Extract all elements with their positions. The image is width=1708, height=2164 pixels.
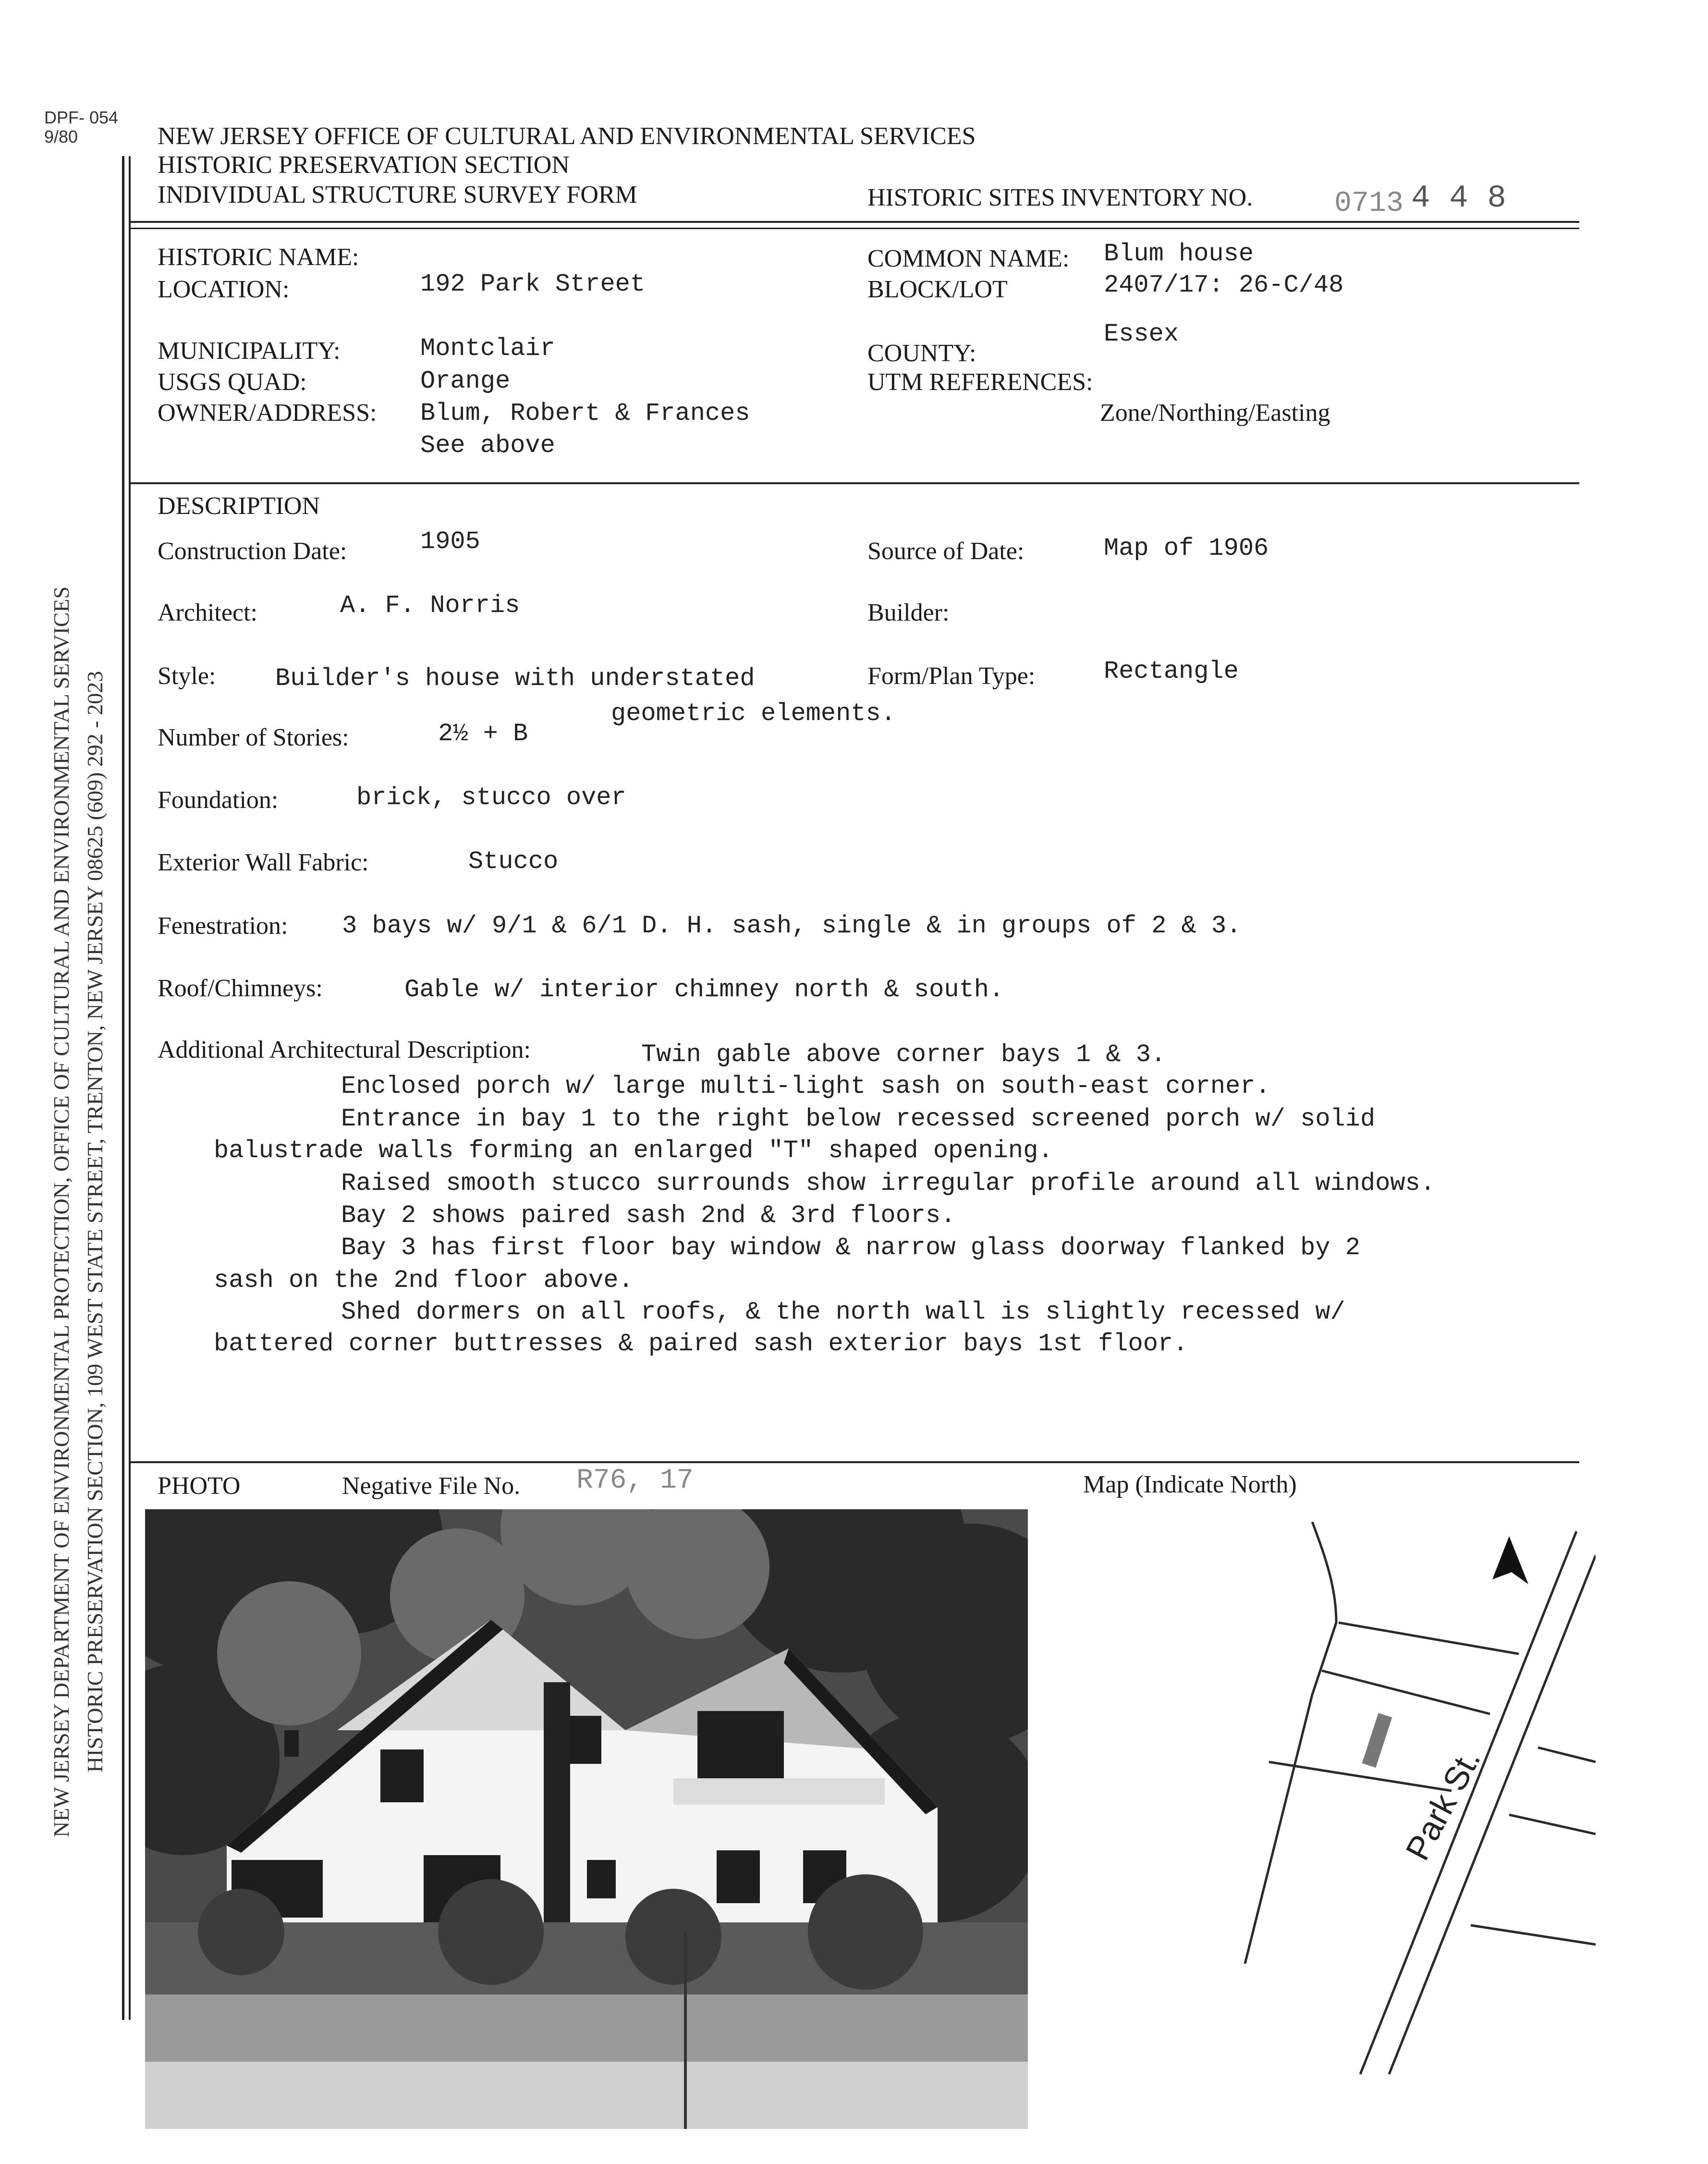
form-title: INDIVIDUAL STRUCTURE SURVEY FORM bbox=[158, 181, 637, 208]
form-plan-label: Form/Plan Type: bbox=[867, 662, 1036, 690]
architect-value: A. F. Norris bbox=[340, 591, 520, 620]
location-label: LOCATION: bbox=[158, 276, 290, 303]
additional-line: balustrade walls forming an enlarged "T" shaped opening. bbox=[214, 1137, 1053, 1165]
left-rule-inner bbox=[129, 156, 131, 2020]
form-code: DPF- 054 bbox=[44, 108, 119, 127]
form-plan-value: Rectangle bbox=[1104, 657, 1239, 685]
map-label: Map (Indicate North) bbox=[1083, 1471, 1297, 1498]
owner-label: OWNER/ADDRESS: bbox=[158, 399, 377, 427]
map-street-label: Park St. bbox=[1398, 1743, 1488, 1867]
block-lot-label: BLOCK/LOT bbox=[867, 276, 1008, 303]
county-value: Essex bbox=[1104, 320, 1179, 348]
source-of-date-value: Map of 1906 bbox=[1104, 534, 1269, 562]
usgs-quad-value: Orange bbox=[420, 367, 511, 395]
additional-line: battered corner buttresses & paired sash exterior bays 1st floor. bbox=[214, 1330, 1188, 1358]
additional-line: Raised smooth stucco surrounds show irregular profile around all windows. bbox=[341, 1169, 1435, 1198]
additional-line: Twin gable above corner bays 1 & 3. bbox=[641, 1040, 1166, 1069]
house-photo bbox=[145, 1509, 1028, 2129]
construction-date-label: Construction Date: bbox=[158, 538, 347, 565]
municipality-value: Montclair bbox=[420, 334, 555, 363]
stories-value: 2½ + B bbox=[438, 720, 528, 748]
side-text-line2: HISTORIC PRESERVATION SECTION, 109 WEST STATE STREET, TRENTON, NEW JERSEY 08625 (609) 292 - 2023 bbox=[83, 671, 107, 1773]
agency-title: NEW JERSEY OFFICE OF CULTURAL AND ENVIRONMENTAL SERVICES bbox=[158, 122, 976, 150]
wall-fabric-value: Stucco bbox=[468, 847, 559, 876]
additional-line: Enclosed porch w/ large multi-light sash on south-east corner. bbox=[341, 1072, 1270, 1100]
additional-line: Bay 2 shows paired sash 2nd & 3rd floors. bbox=[341, 1201, 956, 1230]
builder-label: Builder: bbox=[867, 599, 950, 626]
common-name-value: Blum house bbox=[1104, 240, 1254, 268]
identification-rule bbox=[129, 482, 1579, 484]
additional-line: Shed dormers on all roofs, & the north wall is slightly recessed w/ bbox=[341, 1298, 1345, 1326]
location-map bbox=[1086, 1522, 1596, 2084]
style-value-line1: Builder's house with understated bbox=[275, 664, 755, 693]
county-label: COUNTY: bbox=[867, 340, 976, 367]
section-title: HISTORIC PRESERVATION SECTION bbox=[158, 151, 570, 179]
style-value-line2: geometric elements. bbox=[611, 699, 896, 728]
inventory-label: HISTORIC SITES INVENTORY NO. bbox=[867, 184, 1253, 211]
description-rule bbox=[129, 1461, 1579, 1463]
stories-label: Number of Stories: bbox=[158, 724, 349, 751]
style-label: Style: bbox=[158, 662, 216, 690]
construction-date-value: 1905 bbox=[420, 527, 480, 556]
roof-label: Roof/Chimneys: bbox=[158, 975, 323, 1002]
additional-line: sash on the 2nd floor above. bbox=[214, 1266, 634, 1295]
left-rule-outer bbox=[122, 156, 124, 2020]
foundation-value: brick, stucco over bbox=[356, 783, 626, 812]
side-text-line1: NEW JERSEY DEPARTMENT OF ENVIRONMENTAL PROTECTION, OFFICE OF CULTURAL AND ENVIRONMENTAL SERVICES bbox=[49, 586, 73, 1837]
negative-file-label: Negative File No. bbox=[342, 1472, 521, 1500]
usgs-quad-label: USGS QUAD: bbox=[158, 368, 307, 396]
negative-file-value: R76, 17 bbox=[576, 1465, 694, 1496]
block-lot-value: 2407/17: 26-C/48 bbox=[1104, 271, 1344, 299]
additional-line: Bay 3 has first floor bay window & narrow glass doorway flanked by 2 bbox=[341, 1234, 1360, 1262]
additional-line: Entrance in bay 1 to the right below recessed screened porch w/ solid bbox=[341, 1105, 1376, 1133]
inventory-prefix: 0713 bbox=[1334, 187, 1404, 220]
fenestration-value: 3 bays w/ 9/1 & 6/1 D. H. sash, single & in groups of 2 & 3. bbox=[342, 912, 1242, 940]
owner-value: Blum, Robert & Frances bbox=[420, 399, 750, 428]
utm-sub-label: Zone/Northing/Easting bbox=[1100, 399, 1330, 427]
header-rule-bottom bbox=[129, 228, 1579, 229]
header-rule-top bbox=[129, 221, 1579, 223]
wall-fabric-label: Exterior Wall Fabric: bbox=[158, 849, 369, 876]
additional-label: Additional Architectural Description: bbox=[158, 1036, 531, 1064]
roof-value: Gable w/ interior chimney north & south. bbox=[404, 976, 1004, 1004]
common-name-label: COMMON NAME: bbox=[867, 245, 1070, 272]
source-of-date-label: Source of Date: bbox=[867, 538, 1025, 565]
foundation-label: Foundation: bbox=[158, 786, 279, 814]
inventory-number: 4 4 8 bbox=[1411, 180, 1507, 216]
fenestration-label: Fenestration: bbox=[158, 912, 288, 940]
architect-label: Architect: bbox=[158, 599, 257, 626]
utm-label: UTM REFERENCES: bbox=[867, 368, 1093, 396]
description-heading: DESCRIPTION bbox=[158, 492, 320, 520]
location-value: 192 Park Street bbox=[420, 270, 646, 298]
form-date: 9/80 bbox=[44, 127, 78, 147]
historic-name-label: HISTORIC NAME: bbox=[158, 244, 359, 271]
owner-address-value: See above bbox=[420, 431, 555, 460]
photo-label: PHOTO bbox=[158, 1472, 241, 1500]
municipality-label: MUNICIPALITY: bbox=[158, 337, 341, 365]
